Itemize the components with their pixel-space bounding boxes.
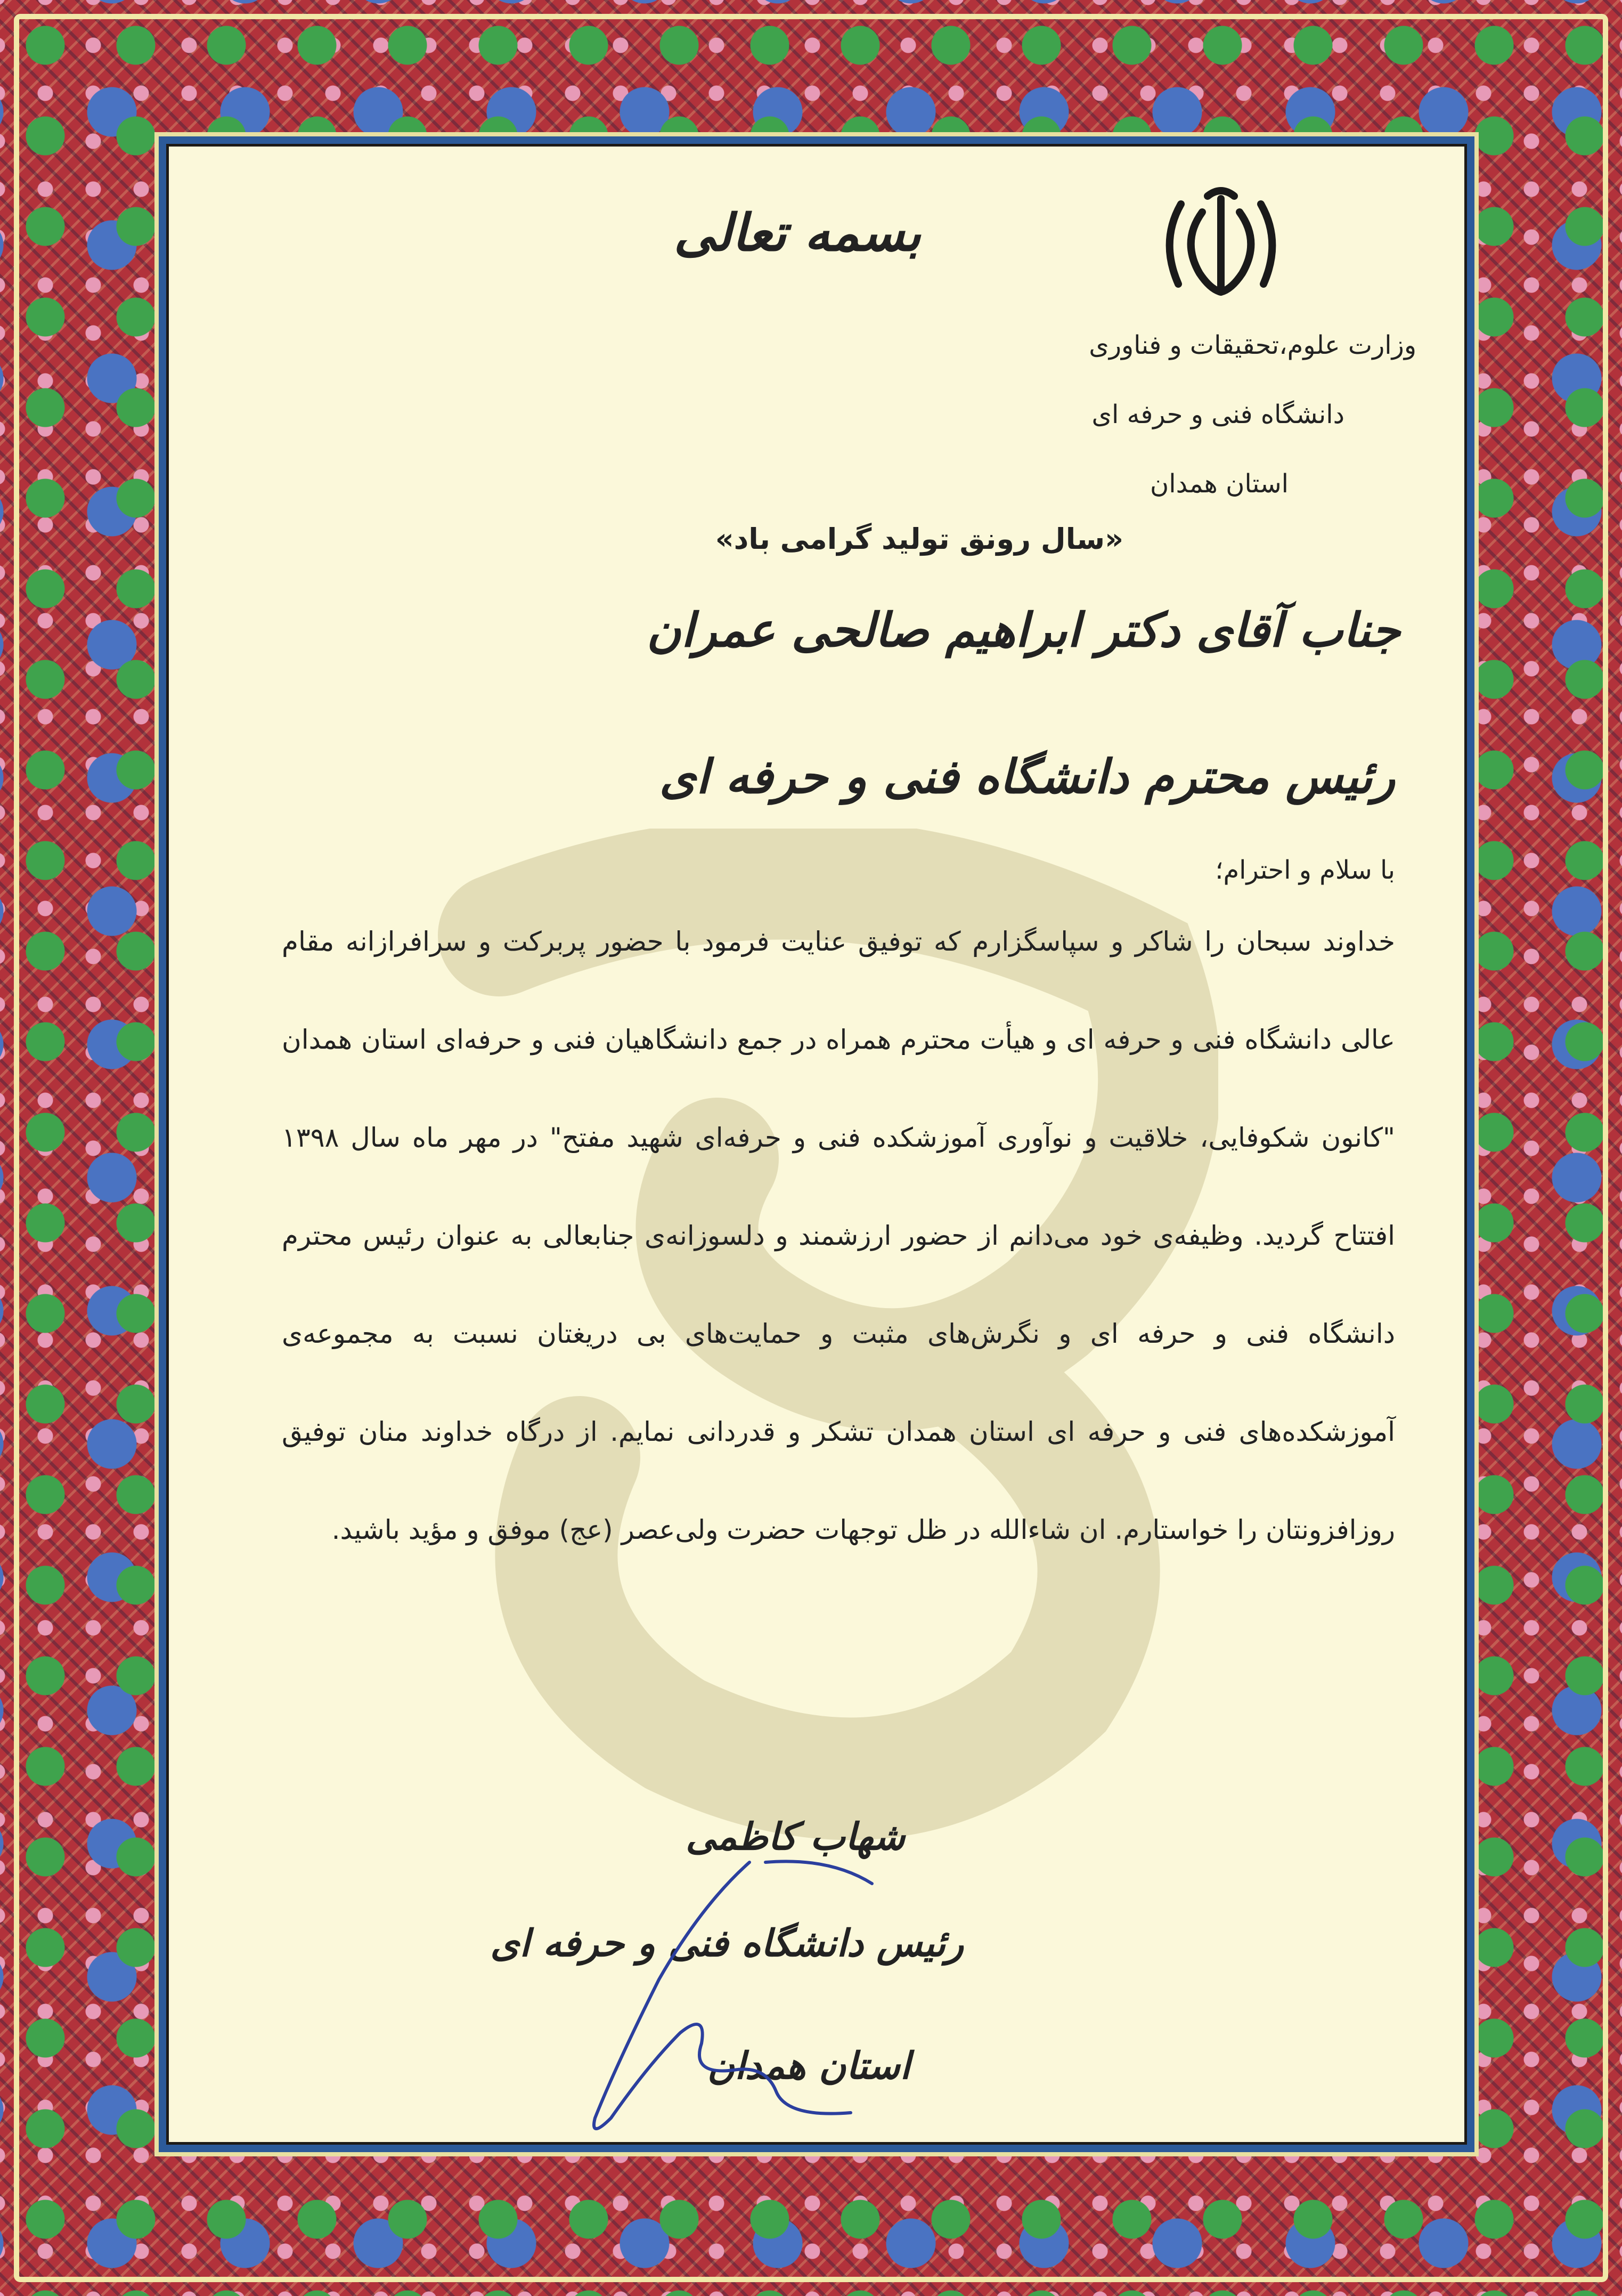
ministry-name: وزارت علوم،تحقیقات و فناوری bbox=[1089, 330, 1416, 360]
invocation-heading: بسمه تعالی bbox=[673, 202, 922, 263]
letter-body: خداوند سبحان را شاکر و سپاسگزارم که توفیق عنایت فرمود با حضور پربرکت و سرافرازانه مقام عالی دانشگاه فنی و حرفه ای و هیأت محترم همراه در جمع دانشگاهیان فنی و حرفه‌ای استان همدان "کانون شکوفایی، خلاقیت و نوآوری آموزشکده فنی و حرفه‌ای شهید مفتح" در مهر ماه سال ۱۳۹۸ افتتاح گردید. وظیفه‌ی خود می‌دانم از حضور ارزشمند و دلسوزانه‌ی جنابعالی به عنوان رئیس محترم دانشگاه فنی و حرفه ای و نگرش‌های مثبت و حمایت‌های بی دریغتان نسبت به مجموعه‌ی آموزشکده‌های فنی و حرفه ای استان همدان تشکر و قدردانی نمایم. از درگاه خداوند منان توفیق روزافزونتان را خواستارم. ان شاءالله در ظل توجهات حضرت ولی‌عصر (عج) موفق و مؤید باشید. bbox=[282, 926, 1395, 1545]
province-name: استان همدان bbox=[1150, 469, 1289, 499]
university-name: دانشگاه فنی و حرفه ای bbox=[1091, 400, 1344, 429]
iran-emblem-icon bbox=[1157, 183, 1285, 305]
year-slogan: «سال رونق تولید گرامی باد» bbox=[715, 522, 1123, 556]
signatory-location: استان همدان bbox=[707, 2043, 910, 2088]
handwritten-signature bbox=[574, 1841, 915, 2139]
signatory-title: رئیس دانشگاه فنی و حرفه ای bbox=[490, 1921, 964, 1965]
addressee-name: جناب آقای دکتر ابراهیم صالحی عمران bbox=[646, 602, 1400, 658]
addressee-title: رئیس محترم دانشگاه فنی و حرفه ای bbox=[659, 749, 1395, 804]
signatory-name: شهاب کاظمی bbox=[686, 1814, 905, 1859]
greeting: با سلام و احترام؛ bbox=[1215, 855, 1395, 885]
certificate-paper bbox=[166, 144, 1467, 2145]
